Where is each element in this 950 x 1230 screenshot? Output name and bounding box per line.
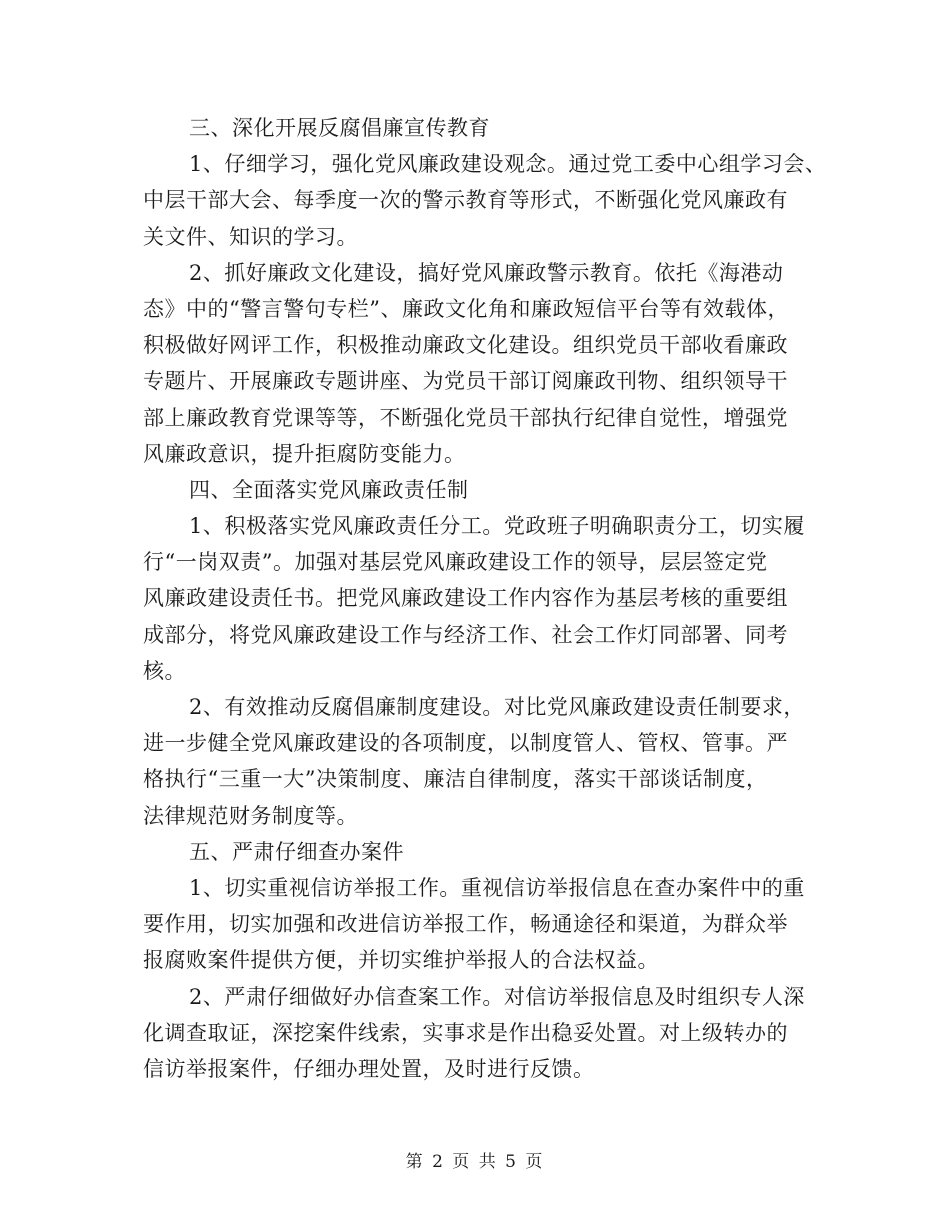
paragraph-line: 进一步健全党风廉政建设的各项制度，以制度管人、管权、管事。严	[143, 731, 788, 756]
paragraph-line: 2、严肃仔细做好办信查案工作。对信访举报信息及时组织专人深	[189, 984, 805, 1009]
section-heading: 五、严肃仔细查办案件	[189, 839, 404, 864]
paragraph-line: 中层干部大会、每季度一次的警示教育等形式，不断强化党风廉政有	[143, 188, 788, 213]
paragraph-line: 要作用，切实加强和改进信访举报工作，畅通途径和渠道，为群众举	[143, 912, 788, 937]
section-heading: 三、深化开展反腐倡廉宣传教育	[189, 116, 490, 140]
paragraph-line: 报腐败案件提供方便，并切实维护举报人的合法权益。	[143, 948, 659, 973]
paragraph-line: 积极做好网评工作，积极推动廉政文化建设。组织党员干部收看廉政	[143, 333, 788, 358]
paragraph-line: 格执行“三重一大”决策制度、廉洁自律制度，落实干部谈话制度，	[143, 767, 768, 792]
paragraph-line: 态》中的“警言警句专栏”、廉政文化角和廉政短信平台等有效载体，	[143, 296, 789, 321]
paragraph-line: 核。	[143, 658, 186, 683]
paragraph-line: 2、有效推动反腐倡廉制度建设。对比党风廉政建设责任制要求，	[189, 695, 805, 719]
paragraph-line: 2、抓好廉政文化建设，搞好党风廉政警示教育。依托《海港动	[189, 260, 784, 285]
paragraph-line: 风廉政建设责任书。把党风廉政建设工作内容作为基层考核的重要组	[143, 586, 788, 611]
paragraph-line: 1、积极落实党风廉政责任分工。党政班子明确职责分工，切实履	[189, 514, 805, 539]
paragraph-line: 法律规范财务制度等。	[143, 803, 358, 828]
paragraph-line: 1、仔细学习，强化党风廉政建设观念。通过党工委中心组学习会、	[189, 152, 827, 177]
paragraph-line: 信访举报案件，仔细办理处置，及时进行反馈。	[143, 1056, 595, 1081]
paragraph-line: 部上廉政教育党课等等，不断强化党员干部执行纪律自觉性，增强党	[143, 405, 788, 430]
document-body	[143, 110, 827, 1087]
paragraph-line: 1、切实重视信访举报工作。重视信访举报信息在查办案件中的重	[189, 875, 805, 900]
paragraph-line: 风廉政意识，提升拒腐防变能力。	[143, 441, 466, 466]
paragraph-line: 成部分，将党风廉政建设工作与经济工作、社会工作灯同部署、同考	[143, 622, 788, 647]
paragraph-line: 化调查取证，深挖案件线索，实事求是作出稳妥处置。对上级转办的	[143, 1020, 788, 1045]
section-heading: 四、全面落实党风廉政责任制	[189, 477, 469, 502]
paragraph-line: 关文件、知识的学习。	[143, 224, 358, 249]
page-number-footer: 第 2 页 共 5 页	[405, 1152, 545, 1172]
paragraph-line: 行“一岗双责”。加强对基层党风廉政建设工作的领导，层层签定党	[143, 550, 768, 575]
paragraph-line: 专题片、开展廉政专题讲座、为党员干部订阅廉政刊物、组织领导干	[143, 369, 788, 394]
